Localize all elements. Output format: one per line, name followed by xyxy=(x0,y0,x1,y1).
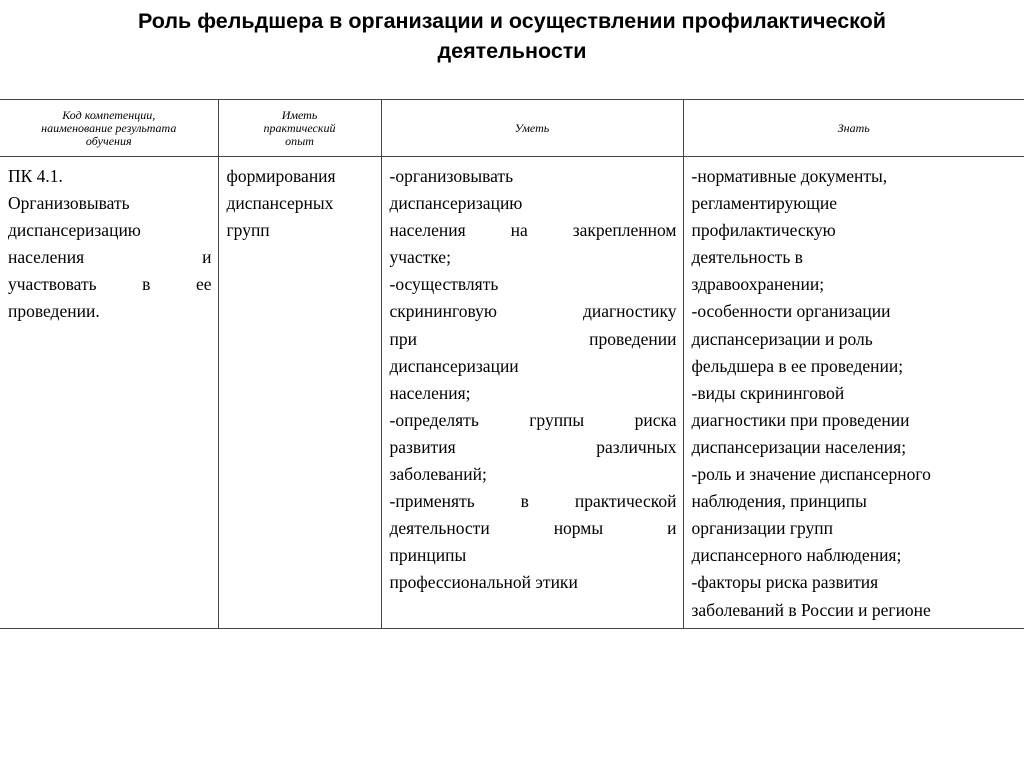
cell-skills-line: диспансеризацию xyxy=(389,193,523,214)
cell-knowledge-line: -факторы риска развития xyxy=(691,572,879,593)
cell-skills-line: профессиональной этики xyxy=(389,572,578,593)
cell-competency xyxy=(0,157,218,629)
cell-skills-line: развития различных xyxy=(389,436,677,457)
cell-skills-line: -применять в практической xyxy=(389,491,677,512)
cell-knowledge-line: организации групп xyxy=(691,518,834,539)
table-row xyxy=(0,157,1024,629)
cell-skills-line: диспансеризации xyxy=(389,355,519,376)
cell-skills-line: деятельности нормы и xyxy=(389,518,677,539)
header-experience-line: Иметь xyxy=(281,107,318,122)
cell-knowledge-line: фельдшера в ее проведении; xyxy=(691,355,904,376)
competency-table-wrapper xyxy=(0,99,1024,629)
cell-knowledge-line: регламентирующие xyxy=(691,193,837,214)
cell-knowledge-line: диспансерного наблюдения; xyxy=(691,545,902,566)
cell-knowledge-line: заболеваний в России и регионе xyxy=(691,599,931,620)
cell-knowledge-line: -виды скрининговой xyxy=(691,382,845,403)
cell-skills-line: скрининговую диагностику xyxy=(389,301,677,322)
header-experience-line: опыт xyxy=(285,133,314,148)
cell-competency-line: проведении. xyxy=(8,301,100,322)
cell-knowledge-line: здравоохранении; xyxy=(691,274,825,295)
header-skills-line: Уметь xyxy=(514,120,550,135)
header-experience-line: практический xyxy=(263,120,336,135)
cell-knowledge-line: профилактическую xyxy=(691,220,836,241)
cell-skills-line: принципы xyxy=(389,545,467,566)
title-line-1: Роль фельдшера в организации и осуществлении профилактической xyxy=(137,9,887,33)
competency-table xyxy=(0,99,1024,629)
cell-skills-line: -организовывать xyxy=(389,166,514,186)
cell-knowledge-line: диспансеризации населения; xyxy=(691,436,907,457)
cell-experience-line: формирования xyxy=(226,166,336,186)
cell-skills-line: при проведении xyxy=(389,328,677,349)
cell-skills-line: участке; xyxy=(389,247,451,268)
cell-skills-line: населения; xyxy=(389,382,471,403)
cell-competency-line: Организовывать xyxy=(8,193,130,214)
header-knowledge xyxy=(683,100,1024,157)
cell-competency-line: населения и xyxy=(8,247,212,268)
cell-knowledge-line: диагностики при проведении xyxy=(691,409,910,430)
header-knowledge-line: Знать xyxy=(837,120,870,135)
header-competency-line: Код компетенции, xyxy=(62,107,156,122)
header-experience xyxy=(218,100,381,157)
title-line-2: деятельности xyxy=(437,39,587,63)
header-row xyxy=(0,100,1024,157)
cell-skills-line: -определять группы риска xyxy=(389,409,677,430)
cell-experience-line: групп xyxy=(226,220,270,241)
cell-knowledge-line: -нормативные документы, xyxy=(691,166,888,186)
header-competency-line: обучения xyxy=(85,133,132,148)
header-competency xyxy=(0,100,218,157)
cell-competency-line: ПК 4.1. xyxy=(8,166,63,186)
cell-knowledge-line: -особенности организации xyxy=(691,301,891,322)
header-skills xyxy=(381,100,683,157)
cell-skills-line: населения на закрепленном xyxy=(389,220,677,241)
cell-knowledge-line: деятельность в xyxy=(691,247,803,268)
cell-skills xyxy=(381,157,683,629)
cell-experience-line: диспансерных xyxy=(226,193,334,214)
cell-knowledge xyxy=(683,157,1024,629)
cell-skills-line: -осуществлять xyxy=(389,274,499,295)
cell-knowledge-line: -роль и значение диспансерного xyxy=(691,464,931,485)
header-competency-line: наименование результата xyxy=(41,120,177,135)
cell-experience xyxy=(218,157,381,629)
cell-knowledge-line: наблюдения, принципы xyxy=(691,491,867,512)
cell-knowledge-line: диспансеризации и роль xyxy=(691,328,873,349)
slide-title xyxy=(0,6,1024,66)
cell-skills-line: заболеваний; xyxy=(389,464,487,485)
cell-competency-line: диспансеризацию xyxy=(8,220,141,241)
cell-competency-line: участвовать в ее xyxy=(8,274,212,295)
